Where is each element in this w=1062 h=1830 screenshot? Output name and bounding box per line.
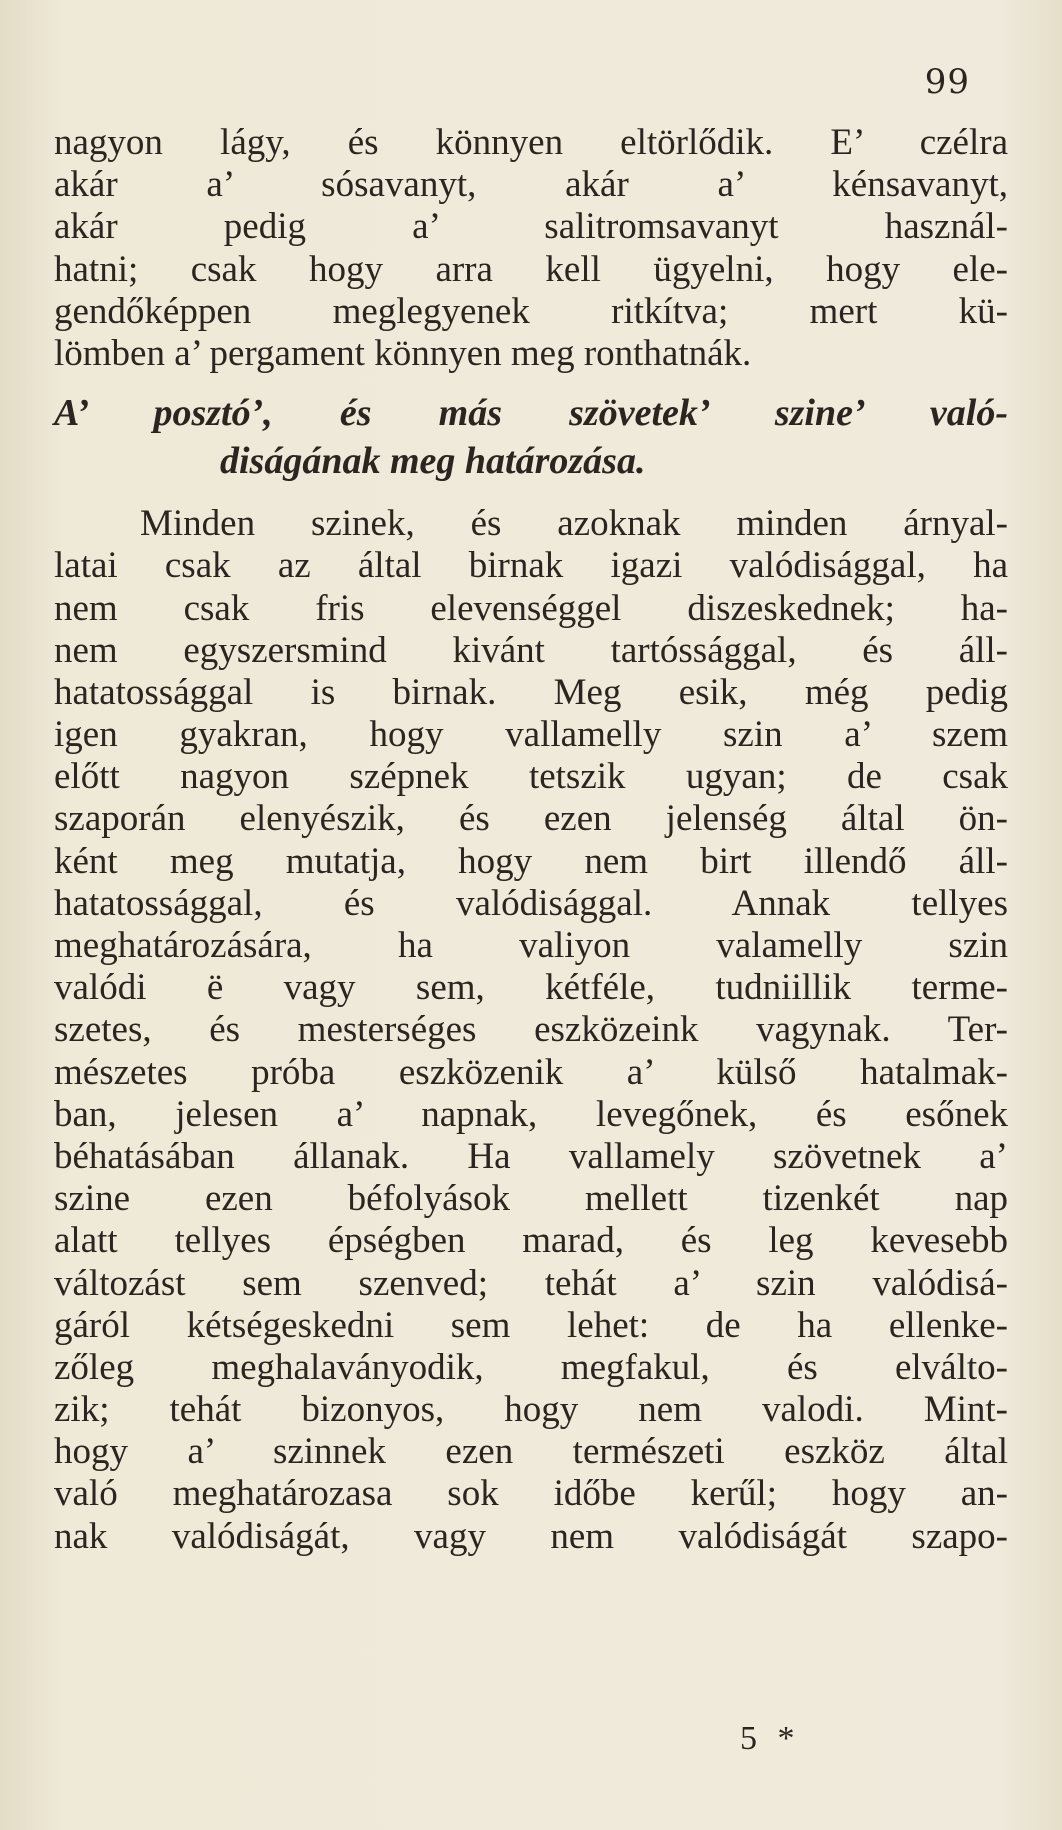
text-line: nak valódiságát, vagy nem valódiságát szapo- [54,1515,1008,1557]
text-line: valódi ë vagy sem, kétféle, tudniillik terme- [54,967,1008,1009]
paragraph-main [54,503,1008,1558]
text-line: Minden szinek, és azoknak minden árnyal- [140,503,1008,545]
page-number: 99 [924,62,970,102]
text-line: béhatásában állanak. Ha vallamely szövetnek a’ [54,1135,1008,1177]
text-line: zőleg meghalaványodik, megfakul, és elválto- [54,1346,1008,1388]
text-line: alatt tellyes épségben marad, és leg kevesebb [54,1220,1008,1262]
text-line: akár a’ sósavanyt, akár a’ kénsavanyt, [54,164,1008,206]
text-line: akár pedig a’ salitromsavanyt használ- [54,206,1008,248]
text-line: hatatossággal, és valódisággal. Annak tellyes [54,882,1008,924]
text-line: szetes, és mesterséges eszközeink vagynak. Ter- [54,1009,1008,1051]
text-line: ként meg mutatja, hogy nem birt illendő áll- [54,840,1008,882]
text-line: nem csak fris elevenséggel diszeskednek; ha- [54,587,1008,629]
text-line: szaporán elenyészik, és ezen jelenség által ön- [54,798,1008,840]
text-line: nagyon lágy, és könnyen eltörlődik. E’ czélra [54,122,1008,163]
text-line: változást sem szenved; tehát a’ szin valódisá- [54,1262,1008,1304]
text-line: hatatossággal is birnak. Meg esik, még pedig [54,671,1008,713]
paragraph-intro [54,122,1008,375]
text-line: hogy a’ szinnek ezen természeti eszköz által [54,1431,1008,1473]
body-text [54,122,1008,1558]
heading-line-2: diságának meg határozása. [220,440,646,483]
text-line: mészetes próba eszközenik a’ külső hatalmak- [54,1051,1008,1093]
text-line: latai csak az által birnak igazi valódisággal, ha [54,545,1008,587]
text-line: lömben a’ pergament könnyen meg ronthatnák. [54,332,752,374]
text-line: nem egyszersmind kivánt tartóssággal, és áll- [54,629,1008,671]
text-line: igen gyakran, hogy vallamelly szin a’ szem [54,714,1008,756]
text-line: meghatározására, ha valiyon valamelly szin [54,925,1008,966]
text-line: gendőképpen meglegyenek ritkítva; mert kü- [54,290,1008,332]
text-line: zik; tehát bizonyos, hogy nem valodi. Mint- [54,1389,1008,1431]
text-line: szine ezen béfolyások mellett tizenkét nap [54,1178,1008,1220]
text-line: ban, jelesen a’ napnak, levegőnek, és esőnek [54,1093,1008,1135]
text-line: előtt nagyon szépnek tetszik ugyan; de csak [54,756,1008,798]
signature-mark: 5 * [740,1720,801,1757]
heading-line-1: A’ posztó’, és más szövetek’ szine’ való- [54,392,1008,435]
text-line: hatni; csak hogy arra kell ügyelni, hogy ele- [54,248,1008,290]
text-line: való meghatározasa sok időbe kerűl; hogy an- [54,1473,1008,1515]
text-line: gáról kétségeskedni sem lehet: de ha ellenke- [54,1304,1008,1346]
section-heading [54,389,1008,485]
